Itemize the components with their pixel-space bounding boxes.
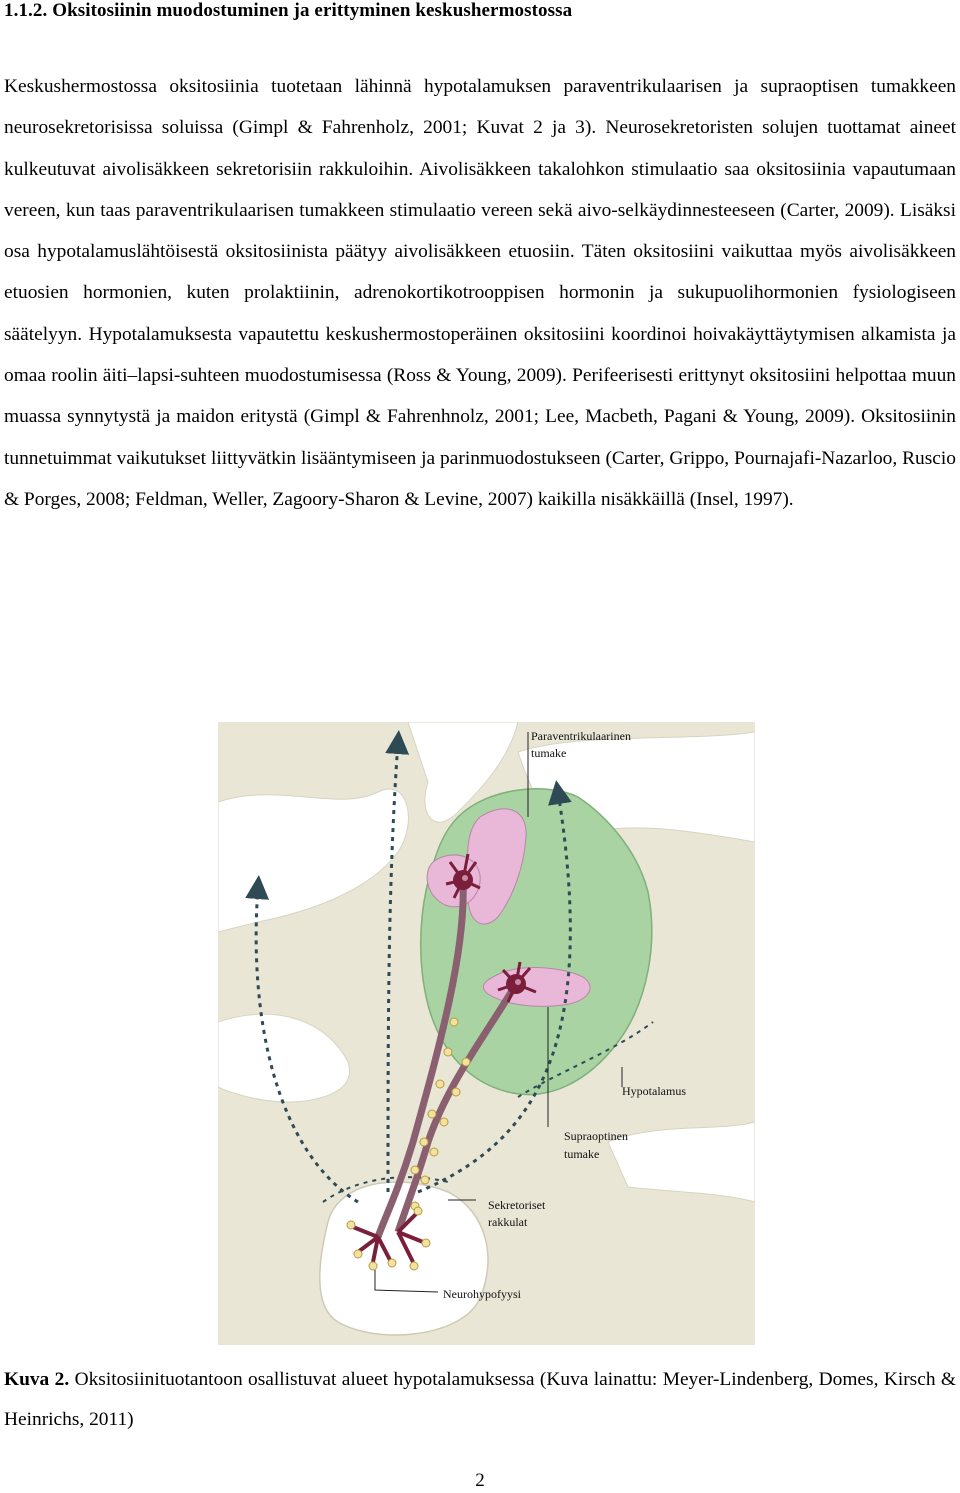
label-paraventricular: Paraventrikulaarinen bbox=[531, 729, 631, 743]
label-neurohypophysis: Neurohypofyysi bbox=[443, 1287, 521, 1301]
hypothalamus-figure bbox=[218, 722, 755, 1345]
body-paragraph: Keskushermostossa oksitosiinia tuotetaan lähinnä hypotalamuksen paraventrikulaarisen ja supraoptisen tumakkeen neurosekretorisissa soluissa (Gimpl & Fahrenholz, 2001; Kuvat 2 ja 3). Neurosekretoristen solujen tuottamat aineet kulkeutuvat aivolisäkkeen sekretorisiin rakkuloihin. Aivolisäkkeen takalohkon stimulaatio saa oksitosiinia vapautumaan vereen, kun taas paraventrikulaarisen tumakkeen stimulaatio vereen sekä aivo-selkäydinnesteeseen (Carter, 2009). Lisäksi osa hypotalamuslähtöisestä oksitosiinista päätyy aivolisäkkeen etuosiin. Täten oksitosiini vaikuttaa myös aivolisäkkeen etuosien hormonien, kuten prolaktiinin, adrenokortikotrooppisen hormonin ja sukupuolihormonien fysiologiseen säätelyyn. Hypotalamuksesta vapautettu keskushermostoperäinen oksitosiini koordinoi hoivakäyttäytymisen alkamista ja omaa roolin äiti–lapsi-suhteen muodostumisessa (Ross & Young, 2009). Perifeerisesti erittynyt oksitosiini helpottaa muun muassa synnytystä ja maidon eritystä (Gimpl & Fahrenhnolz, 2001; Lee, Macbeth, Pagani & Young, 2009). Oksitosiinin tunnetuimmat vaikutukset liittyvätkin lisääntymiseen ja parinmuodostukseen (Carter, Grippo, Pournajafi-Nazarloo, Ruscio & Porges, 2008; Feldman, Weller, Zagoory-Sharon & Levine, 2007) kaikilla nisäkkäillä (Insel, 1997). bbox=[4, 76, 956, 510]
section-heading: 1.1.2. Oksitosiinin muodostuminen ja erittyminen keskushermostossa bbox=[4, 0, 573, 21]
label-vesicles-2: rakkulat bbox=[488, 1215, 528, 1229]
page-number: 2 bbox=[475, 1470, 485, 1491]
caption-text: Oksitosiinituotantoon osallistuvat alueet hypotalamuksessa (Kuva lainattu: Meyer-Lindenberg, Domes, Kirsch & Heinrichs, 2011) bbox=[4, 1369, 956, 1430]
caption-label: Kuva 2. bbox=[4, 1369, 70, 1390]
label-hypothalamus: Hypotalamus bbox=[622, 1084, 686, 1098]
label-paraventricular-2: tumake bbox=[531, 746, 567, 760]
figure-caption bbox=[4, 1360, 956, 1440]
label-vesicles: Sekretoriset bbox=[488, 1198, 546, 1212]
label-supraoptic-2: tumake bbox=[564, 1147, 600, 1161]
label-supraoptic: Supraoptinen bbox=[564, 1129, 628, 1143]
